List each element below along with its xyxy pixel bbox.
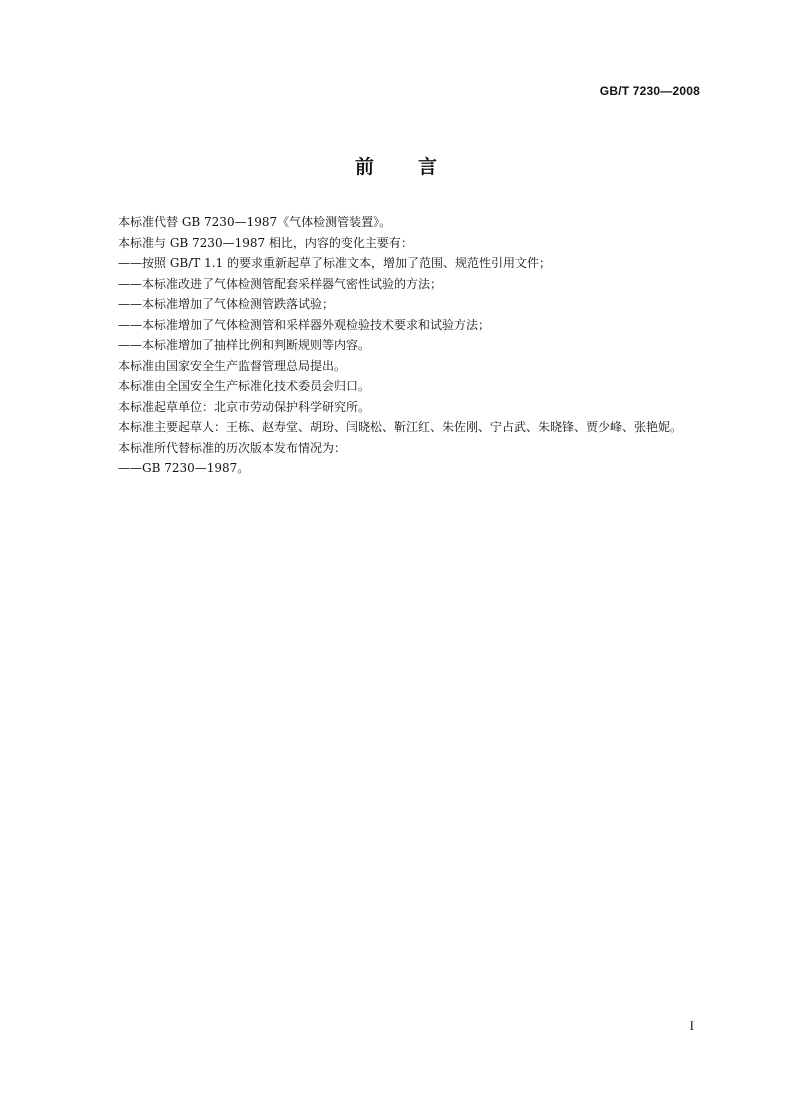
change-item: ——本标准增加了抽样比例和判断规则等内容。 xyxy=(118,338,371,352)
change-item: ——本标准增加了气体检测管跌落试验； xyxy=(118,297,335,311)
paragraph-drafters: 本标准主要起草人：王栋、赵寿堂、胡玢、闫晓松、靳江红、朱佐刚、宁占武、朱晓锋、贾少峰、张艳妮。 xyxy=(118,420,683,434)
standard-code: GB/T 7230—2008 xyxy=(599,84,700,98)
change-item: ——按照 GB/T 1.1 的要求重新起草了标准文本，增加了范围、规范性引用文件； xyxy=(118,256,551,270)
paragraph-proposed-by: 本标准由国家安全生产监督管理总局提出。 xyxy=(118,358,347,373)
change-item: ——本标准改进了气体检测管配套采样器气密性试验的方法； xyxy=(118,276,443,291)
page-title: 前言 xyxy=(354,156,481,178)
paragraph-history-intro: 本标准所代替标准的历次版本发布情况为： xyxy=(118,440,347,455)
paragraph-managed-by: 本标准由全国安全生产标准化技术委员会归口。 xyxy=(118,379,371,393)
paragraph-changes-intro: 本标准与 GB 7230—1987 相比，内容的变化主要有： xyxy=(118,235,413,250)
paragraph-drafting-unit: 本标准起草单位：北京市劳动保护科学研究所。 xyxy=(118,399,371,414)
paragraph-replaces: 本标准代替 GB 7230—1987《气体检测管装置》。 xyxy=(118,215,392,229)
change-item: ——本标准增加了气体检测管和采样器外观检验技术要求和试验方法； xyxy=(118,317,491,332)
document-body xyxy=(118,212,718,479)
page-number: I xyxy=(689,1018,694,1033)
history-item: ——GB 7230—1987。 xyxy=(118,461,250,475)
